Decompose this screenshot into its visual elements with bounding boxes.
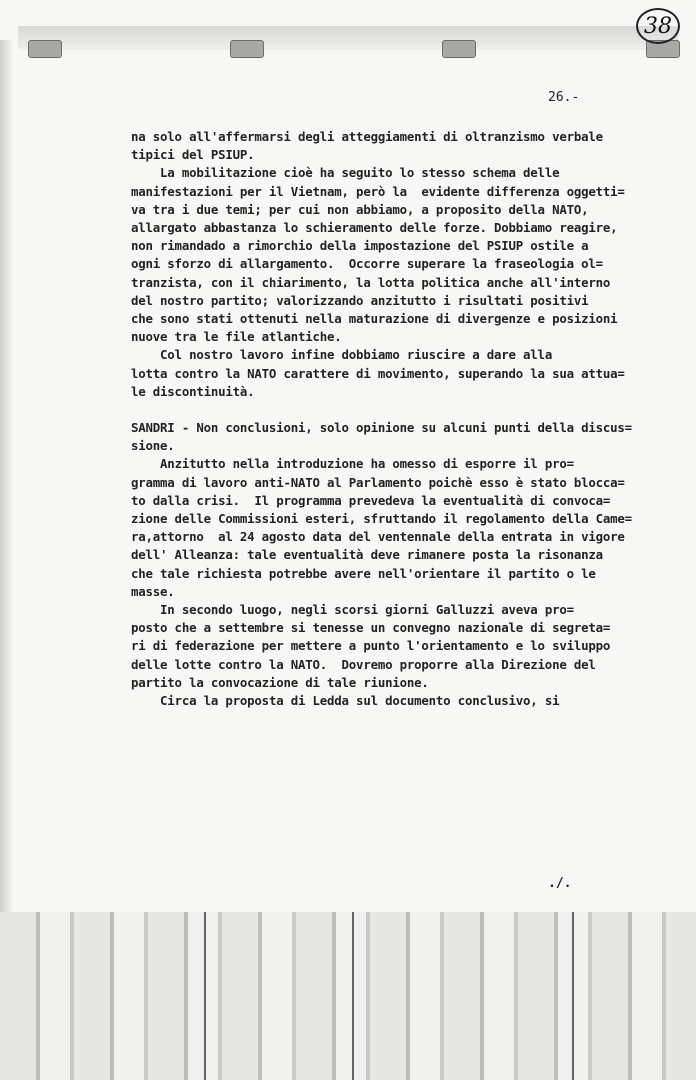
paragraph-gap	[131, 401, 661, 419]
page-number: 26.-	[548, 90, 580, 105]
text-line: va tra i due temi; per cui non abbiamo, a proposito della NATO,	[131, 201, 589, 217]
text-line: SANDRI - Non conclusioni, solo opinione su alcuni punti della discus=	[131, 420, 632, 436]
text-line: delle lotte contro la NATO. Dovremo proporre alla Direzione del	[131, 656, 596, 672]
staple-mark	[28, 40, 62, 58]
text-line: del nostro partito; valorizzando anzitutto i risultati positivi	[131, 292, 589, 308]
staple-mark	[442, 40, 476, 58]
scan-divider-line	[572, 912, 574, 1080]
text-line: tipici del PSIUP.	[131, 147, 255, 163]
staple-mark	[230, 40, 264, 58]
text-line: ra,attorno al 24 agosto data del ventennale della entrata in vigore	[131, 529, 625, 545]
text-line: zione delle Commissioni esteri, sfruttando il regolamento della Came=	[131, 511, 632, 527]
text-line: sione.	[131, 438, 175, 454]
text-line: allargato abbastanza lo schieramento delle forze. Dobbiamo reagire,	[131, 220, 618, 236]
text-line: che tale richiesta potrebbe avere nell'orientare il partito o le	[131, 565, 596, 581]
text-line: Col nostro lavoro infine dobbiamo riuscire a dare alla	[131, 347, 553, 363]
text-line: partito la convocazione di tale riunione.	[131, 674, 429, 690]
text-line: masse.	[131, 583, 175, 599]
text-line: to dalla crisi. Il programma prevedeva la eventualità di convoca=	[131, 492, 611, 508]
text-line: Circa la proposta di Ledda sul documento conclusivo, si	[131, 693, 560, 709]
text-line: le discontinuità.	[131, 383, 255, 399]
scan-background-stripes	[0, 912, 696, 1080]
text-line: tranzista, con il chiarimento, la lotta politica anche all'interno	[131, 274, 611, 290]
text-line: ri di federazione per mettere a punto l'orientamento e lo sviluppo	[131, 638, 611, 654]
text-line: gramma di lavoro anti-NATO al Parlamento poichè esso è stato blocca=	[131, 474, 625, 490]
text-line: ogni sforzo di allargamento. Occorre superare la fraseologia ol=	[131, 256, 603, 272]
text-line: manifestazioni per il Vietnam, però la evidente differenza oggetti=	[131, 183, 625, 199]
continuation-mark: ./.	[548, 876, 572, 891]
text-line: nuove tra le file atlantiche.	[131, 329, 342, 345]
text-line: non rimandado a rimorchio della impostazione del PSIUP ostile a	[131, 238, 589, 254]
binding-strip	[18, 26, 678, 50]
typed-body-text	[131, 128, 661, 710]
text-line: posto che a settembre si tenesse un convegno nazionale di segreta=	[131, 620, 611, 636]
text-line: dell' Alleanza: tale eventualità deve rimanere posta la risonanza	[131, 547, 603, 563]
text-line: La mobilitazione cioè ha seguito lo stesso schema delle	[131, 165, 560, 181]
text-line: In secondo luogo, negli scorsi giorni Galluzzi aveva pro=	[131, 602, 574, 618]
text-line: che sono stati ottenuti nella maturazione di divergenze e posizioni	[131, 311, 618, 327]
folio-number: 38	[636, 8, 680, 44]
text-line: na solo all'affermarsi degli atteggiamenti di oltranzismo verbale	[131, 129, 603, 144]
scan-divider-line	[352, 912, 354, 1080]
scan-divider-line	[204, 912, 206, 1080]
text-line: lotta contro la NATO carattere di movimento, superando la sua attua=	[131, 365, 625, 381]
text-line: Anzitutto nella introduzione ha omesso di esporre il pro=	[131, 456, 574, 472]
